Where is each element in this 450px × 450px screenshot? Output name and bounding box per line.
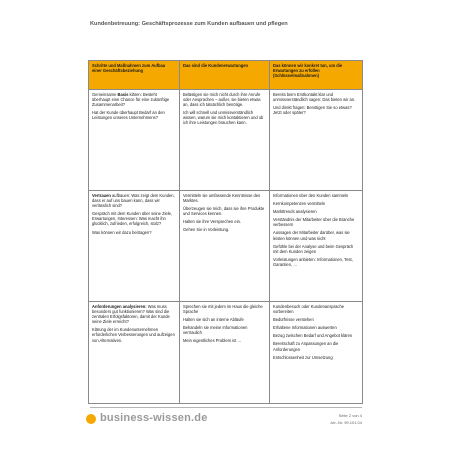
paragraph: Sprechen sie mit jedem im Haus die gleiche Sprache [183,304,263,315]
paragraph: Kundenbesuch oder Kundenansprache vorbereiten [273,304,345,315]
logo-dot-icon [86,414,96,424]
paragraph: Gefühle bei der Analyse und beim Gespräch mit dem Kunden zeigen [273,243,354,254]
table-row [89,302,363,404]
cell-expectations [180,191,270,302]
paragraph: Halten sie ihre Versprechen ein. [183,219,242,225]
paragraph: Mein eigentliches Problem ist … [183,338,242,344]
paragraph: Bereitschaft zu Anpassungen an die Anforderungen [273,341,339,352]
paragraph: Bezug zwischen Bedarf und Angebot klären [273,333,353,339]
paragraph: Überzeugen sie mich, dass sie ihre Produkte und Services kennen. [183,206,265,217]
cell-steps [89,191,180,302]
paragraph: Verständnis der Mitarbeiter über die Branche verbessern [273,217,355,228]
paragraph: Markttrends analysieren [273,209,317,215]
header-expectations: Das sind die Kundenerwartungen [180,61,270,90]
paragraph: Aussagen der Mitarbeiter darüber, was sie leisten können und was nicht [273,230,350,241]
paragraph: Bedürfnisse verstehen [273,317,314,323]
process-table [88,60,363,404]
cell-steps [89,90,180,191]
cell-steps [89,302,180,404]
table-row [89,191,363,302]
text: aufbauen: Was zeigt dem Kunden, dass er auf uns bauen kann, dass wir verlässlich sind? [92,193,175,209]
paragraph [92,193,176,208]
text: Was muss besonders gut funktionieren? Was sind die zentralen Erfolgsfaktoren, damit der Kunde seine Ziele erreicht? [92,304,170,325]
paragraph [92,304,176,324]
article-number: Art.-Nr. 99.101.04 [330,420,362,425]
bold-text: Anforderungen analysieren: [92,304,147,309]
paragraph: Kernkompetenzen vermitteln [273,201,326,207]
paragraph: Gehen Sie in Vorleistung. [183,227,230,233]
paragraph: Ich will schnell und unmissverständlich wissen, warum sie mich kontaktieren und ob ich ihre Leistungen brauchen kann. [183,110,264,126]
bold-text: Basis [117,92,129,97]
logo: business-wissen.de [100,412,208,424]
text: klären: Besteht überhaupt eine Chance für eine zukünftige Zusammenarbeit? [92,92,170,108]
paragraph [92,92,176,107]
page-number: Seite 2 von 4 [338,413,362,418]
cell-expectations [180,90,270,191]
paragraph: Bereits beim Erstkontakt klar und unmissverständlich sagen: Das bieten wir an. [273,92,356,103]
cell-key-measures [270,302,363,404]
paragraph: Entschlossenheit zur Umsetzung [273,354,333,360]
paragraph: Hat der Kunde überhaupt Bedarf an den Leistungen unseres Unternehmens? [92,110,165,121]
paragraph: Erhaltene Informationen auswerten [273,325,337,331]
footer-divider [90,407,362,408]
bold-text: Vertrauen [92,193,111,198]
table-header-row [89,61,363,90]
paragraph: Behandeln sie meine Informationen vertraulich [183,325,248,336]
header-key-measures: Das können wir konkret tun, um die Erwartungen zu erfüllen (Schlüsselmaßnahmen) [270,61,363,90]
paragraph: Belästigen sie mich nicht durch ihre Anrufe oder Ansprachen – außer, sie bieten etwas an, dass ich tatsächlich benötige. [183,92,261,108]
paragraph: Informationen über den Kunden sammeln [273,193,349,198]
paragraph: Klärung der im Kundenunternehmen erforderlichen Verbesserungen und aufzeigen von Alternativen. [92,327,175,343]
cell-key-measures [270,90,363,191]
page-title: Kundenbetreuung: Geschäftsprozesse zum Kunden aufbauen und pflegen [90,21,288,27]
paragraph: Gespräch mit dem Kunden über seine Ziele, Erwartungen, Interessen: Was macht ihn glücklich, zufrieden, erfolgreich, stolz? [92,211,173,227]
table-row [89,90,363,191]
header-steps: Schritte und Maßnahmen zum Aufbau einer Geschäftsbeziehung [89,61,180,90]
paragraph: Vermitteln sie umfassende Kenntnisse des Marktes. [183,193,261,204]
cell-key-measures [270,191,363,302]
paragraph: Halten sie sich an interne Abläufe [183,317,244,323]
cell-expectations [180,302,270,404]
paragraph: Vorleistungen anbieten: Informationen, Test, Garantien, … [273,256,353,267]
paragraph: Was können wir dazu beitragen? [92,229,152,235]
text: Gemeinsame [92,92,118,97]
paragraph: Und direkt fragen: Benötigen Sie so etwas? Jetzt oder später? [273,105,352,116]
